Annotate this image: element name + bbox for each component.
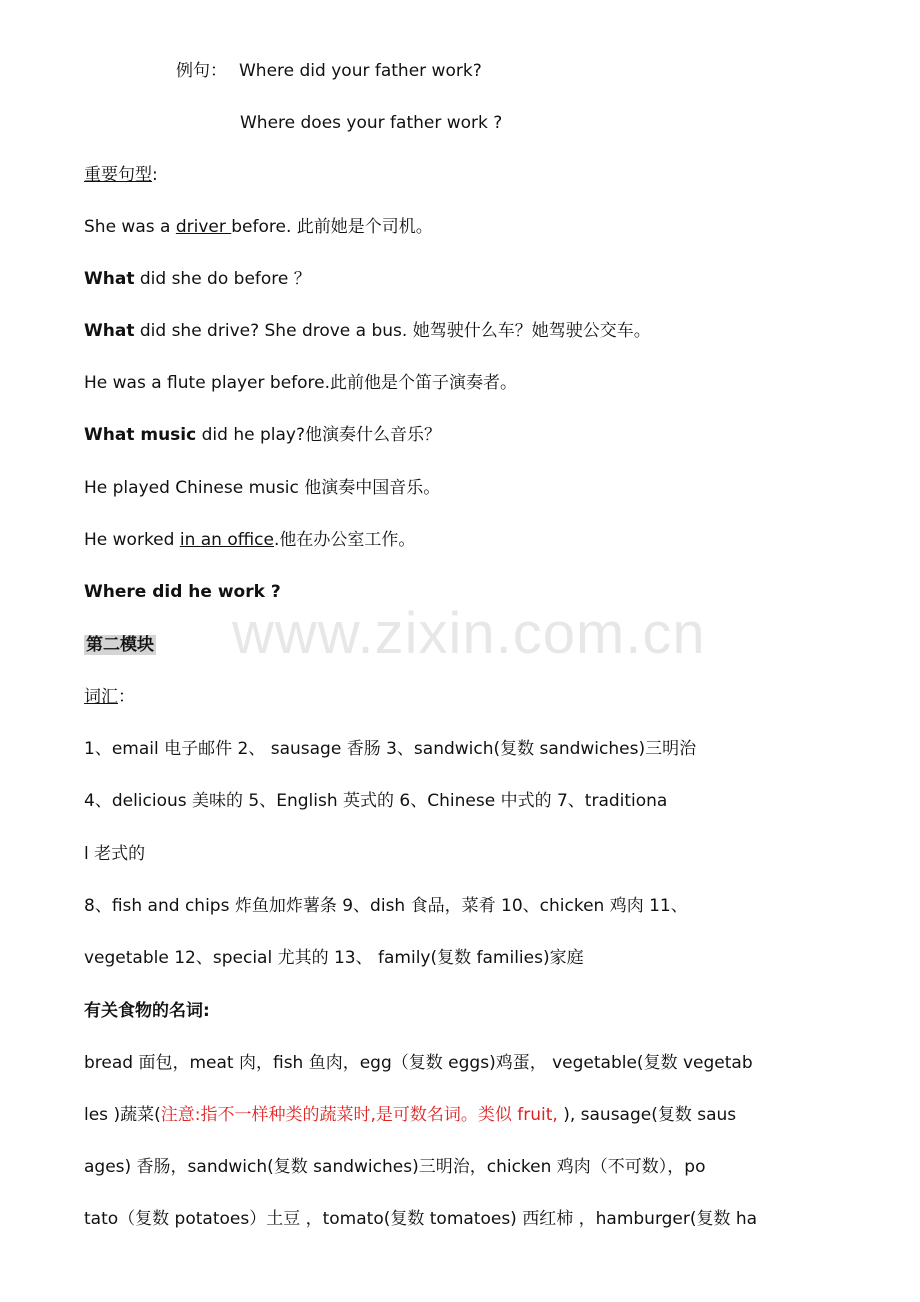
sentence-7-start: He worked [84, 530, 180, 550]
vocab-line-5: vegetable 12、special 尤其的 13、 family(复数 families)家庭 [84, 948, 584, 968]
watermark: www.zixin.com.cn [232, 601, 706, 666]
example-sentence-1: Where did your father work? [239, 61, 482, 81]
sentence-line-3 [84, 319, 836, 343]
food-line-4: tato（复数 potatoes）土豆 ，tomato(复数 tomatoes) 西红柿 ，hamburger(复数 ha [84, 1209, 758, 1229]
vocab-line-1: 1、email 电子邮件 2、 sausage 香肠 3、sandwich(复数 sandwiches)三明治 [84, 739, 697, 759]
vocab-line-3: l 老式的 [84, 844, 146, 864]
sentence-line-7 [84, 528, 836, 552]
sentence-line-4: He was a flute player before.此前他是个笛子演奏者。 [84, 373, 518, 393]
sentence-line-5 [84, 423, 836, 447]
module-2-line [84, 633, 836, 657]
vocab-colon: ： [118, 687, 135, 707]
vocab-heading-line [84, 685, 836, 709]
sentence-5-rest: did he play?他演奏什么音乐？ [196, 425, 441, 445]
sentence-7-blank: in [179, 530, 201, 550]
food-line-2 [84, 1103, 836, 1127]
sentence-line-6: He played Chinese music 他演奏中国音乐。 [84, 478, 441, 498]
sentence-3-bold: What [84, 321, 135, 341]
sentence-line-1 [84, 215, 836, 239]
example-label: 例句： [176, 61, 227, 81]
vocab-line-4: 8、fish and chips 炸鱼加炸薯条 9、dish 食品，菜肴 10、chicken 鸡肉 11、 [84, 896, 688, 916]
heading-colon: : [152, 165, 158, 185]
sentence-7-end: .他在办公室工作。 [274, 530, 416, 550]
sentence-line-8: Where did he work ? [84, 582, 281, 602]
sentence-7-underlined: an office [200, 530, 274, 550]
sentence-line-2 [84, 267, 836, 291]
vocab-line-2: 4、delicious 美味的 5、English 英式的 6、Chinese 中式的 7、traditiona [84, 791, 668, 811]
food-line-3: ages) 香肠，sandwich(复数 sandwiches)三明治，chicken 鸡肉（不可数），po [84, 1157, 706, 1177]
food-line-2-end: ), sausage(复数 saus [557, 1105, 737, 1125]
sentence-1-end: before. 此前她是个司机。 [231, 217, 433, 237]
key-sentences-heading: 重要句型 [84, 165, 152, 185]
example-sentence-2: Where does your father work ? [240, 113, 503, 133]
sentence-2-rest: did she do before ？ [134, 269, 311, 289]
vocab-heading: 词汇 [84, 687, 118, 707]
sentence-5-bold: What music [84, 425, 197, 445]
sentence-3-rest: did she drive? She drove a bus. 她驾驶什么车？她驾驶公交车。 [134, 321, 651, 341]
sentence-1-underlined: driver [175, 217, 232, 237]
sentence-2-bold: What [84, 269, 135, 289]
sentence-1-start: She was a [84, 217, 176, 237]
food-note-red: 注意:指不一样种类的蔬菜时,是可数名词。类似 fruit, [160, 1105, 558, 1125]
module-2-title: 第二模块 [86, 635, 154, 655]
food-heading: 有关食物的名词: [84, 1001, 210, 1021]
food-line-1: bread 面包，meat 肉，fish 鱼肉，egg（复数 eggs)鸡蛋， vegetable(复数 vegetab [84, 1053, 753, 1073]
key-sentences-heading-line [84, 163, 836, 187]
food-line-2-start: les )蔬菜( [84, 1105, 161, 1125]
example-line-1 [176, 59, 836, 83]
